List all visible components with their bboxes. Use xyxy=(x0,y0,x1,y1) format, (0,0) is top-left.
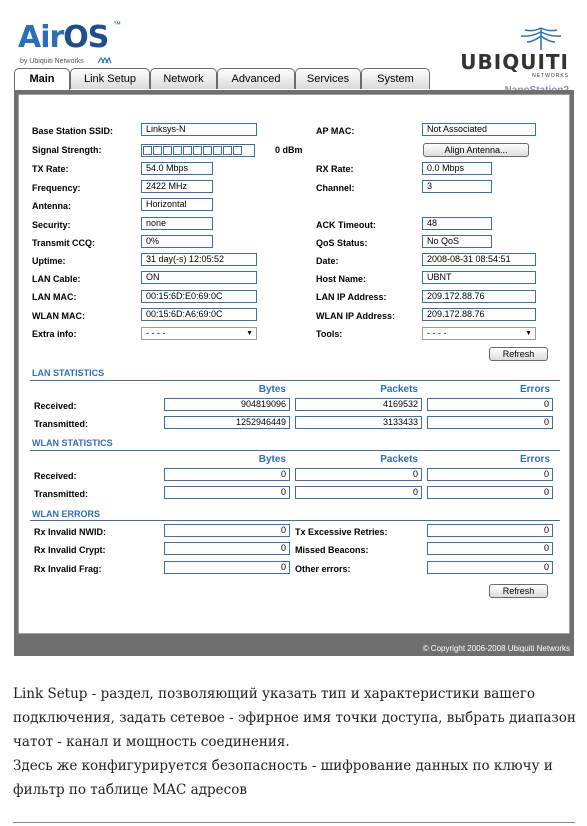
ack-timeout-value: 48 xyxy=(422,217,492,230)
signal-cell xyxy=(173,146,182,155)
signal-cell xyxy=(193,146,202,155)
logo-os-text: OS xyxy=(63,20,109,55)
ubiquiti-networks-text: NETWORKS xyxy=(532,73,569,79)
signal-cell xyxy=(233,146,242,155)
wlan-errors-divider xyxy=(30,520,560,521)
tab-network[interactable]: Network xyxy=(150,68,217,89)
lan-cable-value: ON xyxy=(141,271,257,284)
extra-info-selected: - - - - xyxy=(146,328,166,338)
tab-advanced[interactable]: Advanced xyxy=(217,68,295,89)
uptime-value: 31 day(-s) 12:05:52 xyxy=(141,253,257,266)
chevron-down-icon: ▼ xyxy=(525,330,532,337)
refresh-status-button[interactable]: Refresh xyxy=(489,347,548,361)
lan-packets-header: Packets xyxy=(380,384,418,395)
align-antenna-button[interactable]: Align Antenna... xyxy=(423,143,529,157)
signal-cell xyxy=(223,146,232,155)
qos-status-label: QoS Status: xyxy=(316,238,368,248)
lan-cable-label: LAN Cable: xyxy=(32,274,81,284)
rx-invalid-frag-value: 0 xyxy=(164,561,290,574)
chevron-down-icon: ▼ xyxy=(246,330,253,337)
transmit-ccq-value: 0% xyxy=(141,235,213,248)
signal-wave-icon xyxy=(96,56,112,64)
tab-system[interactable]: System xyxy=(361,68,430,89)
lan-transmitted-errors: 0 xyxy=(427,416,553,429)
tools-selected: - - - - xyxy=(427,328,447,338)
lan-errors-header: Errors xyxy=(519,384,550,395)
missed-beacons-label: Missed Beacons: xyxy=(295,545,369,555)
ap-mac-value: Not Associated xyxy=(422,123,536,136)
uptime-label: Uptime: xyxy=(32,256,66,266)
date-label: Date: xyxy=(316,256,339,266)
rx-invalid-frag-label: Rx Invalid Frag: xyxy=(34,564,102,574)
signal-cell xyxy=(183,146,192,155)
signal-cell xyxy=(143,146,152,155)
tab-main[interactable]: Main xyxy=(14,68,70,91)
wlan-received-bytes: 0 xyxy=(164,468,290,481)
tx-rate-label: TX Rate: xyxy=(32,164,69,174)
tx-rate-value: 54.0 Mbps xyxy=(141,162,213,175)
wlan-ip-label: WLAN IP Address: xyxy=(316,311,396,321)
tools-label: Tools: xyxy=(316,329,343,339)
lan-statistics-divider xyxy=(30,380,560,381)
tools-select[interactable] xyxy=(422,327,536,340)
ack-timeout-label: ACK Timeout: xyxy=(316,220,376,230)
wlan-packets-header: Packets xyxy=(380,454,418,465)
tx-excessive-retries-value: 0 xyxy=(427,524,553,537)
wlan-mac-label: WLAN MAC: xyxy=(32,311,85,321)
frequency-label: Frequency: xyxy=(32,183,81,193)
logo-air-text: Air xyxy=(18,20,64,55)
missed-beacons-value: 0 xyxy=(427,542,553,555)
signal-cell xyxy=(163,146,172,155)
wlan-mac-value: 00:15:6D:A6:69:0C xyxy=(141,308,257,321)
date-value: 2008-08-31 08:54:51 xyxy=(422,253,536,266)
logo-byline: by Ubiquiti Networks xyxy=(20,58,84,65)
qos-status-value: No QoS xyxy=(422,235,492,248)
description-text xyxy=(13,682,579,802)
antenna-value: Horizontal xyxy=(141,198,213,211)
rx-invalid-nwid-value: 0 xyxy=(164,524,290,537)
main-tabs xyxy=(14,68,430,90)
security-value: none xyxy=(141,217,213,230)
wlan-errors-header: Errors xyxy=(519,454,550,465)
ubiquiti-antenna-icon xyxy=(519,22,563,52)
wlan-transmitted-label: Transmitted: xyxy=(34,489,89,499)
lan-received-errors: 0 xyxy=(427,398,553,411)
refresh-stats-button[interactable]: Refresh xyxy=(489,584,548,598)
other-errors-label: Other errors: xyxy=(295,564,351,574)
bottom-divider xyxy=(13,822,575,823)
trademark-mark: ™ xyxy=(113,20,121,29)
base-ssid-label: Base Station SSID: xyxy=(32,126,114,136)
rx-invalid-nwid-label: Rx Invalid NWID: xyxy=(34,527,107,537)
tab-services[interactable]: Services xyxy=(295,68,361,89)
signal-strength-bar xyxy=(141,144,255,157)
wlan-transmitted-bytes: 0 xyxy=(164,486,290,499)
rx-rate-value: 0.0 Mbps xyxy=(422,162,492,175)
wlan-ip-value: 209.172.88.76 xyxy=(422,308,536,321)
copyright-text: © Copyright 2006-2008 Ubiquiti Networks xyxy=(422,644,570,653)
description-paragraph-1: Link Setup - раздел, позволяющий указать тип и характеристики вашего подключения, задать сетевое - эфирное имя точки доступа, выбрать диапазон чатот - канал и мощность соединения. xyxy=(13,686,576,750)
lan-transmitted-label: Transmitted: xyxy=(34,419,89,429)
lan-bytes-header: Bytes xyxy=(258,384,286,395)
airos-logo xyxy=(18,20,108,55)
host-name-value: UBNT xyxy=(422,271,536,284)
lan-ip-label: LAN IP Address: xyxy=(316,292,387,302)
wlan-bytes-header: Bytes xyxy=(258,454,286,465)
signal-strength-label: Signal Strength: xyxy=(32,145,102,155)
signal-cell xyxy=(153,146,162,155)
transmit-ccq-label: Transmit CCQ: xyxy=(32,238,96,248)
lan-received-bytes: 904819096 xyxy=(164,398,290,411)
host-name-label: Host Name: xyxy=(316,274,367,284)
signal-cell xyxy=(203,146,212,155)
description-paragraph-2: Здесь же конфигурируется безопасность - шифрование данных по ключу и фильтр по таблице MAC адресов xyxy=(13,758,553,798)
tab-link-setup[interactable]: Link Setup xyxy=(70,68,150,89)
channel-label: Channel: xyxy=(316,183,355,193)
signal-cell xyxy=(213,146,222,155)
wlan-received-label: Received: xyxy=(34,471,77,481)
ap-mac-label: AP MAC: xyxy=(316,126,355,136)
lan-received-label: Received: xyxy=(34,401,77,411)
rx-rate-label: RX Rate: xyxy=(316,164,354,174)
wlan-received-packets: 0 xyxy=(295,468,422,481)
frequency-value: 2422 MHz xyxy=(141,180,213,193)
antenna-label: Antenna: xyxy=(32,201,71,211)
signal-dbm-value: 0 dBm xyxy=(275,145,303,155)
rx-invalid-crypt-value: 0 xyxy=(164,542,290,555)
other-errors-value: 0 xyxy=(427,561,553,574)
lan-received-packets: 4169532 xyxy=(295,398,422,411)
wlan-errors-title: WLAN ERRORS xyxy=(32,509,100,519)
lan-transmitted-packets: 3133433 xyxy=(295,416,422,429)
wlan-received-errors: 0 xyxy=(427,468,553,481)
wlan-statistics-divider xyxy=(30,450,560,451)
base-ssid-value: Linksys-N xyxy=(141,123,257,136)
wlan-statistics-title: WLAN STATISTICS xyxy=(32,438,113,448)
lan-mac-value: 00:15:6D:E0:69:0C xyxy=(141,290,257,303)
extra-info-label: Extra info: xyxy=(32,329,77,339)
lan-mac-label: LAN MAC: xyxy=(32,292,77,302)
channel-value: 3 xyxy=(422,180,492,193)
tx-excessive-retries-label: Tx Excessive Retries: xyxy=(295,527,388,537)
security-label: Security: xyxy=(32,220,71,230)
wlan-transmitted-packets: 0 xyxy=(295,486,422,499)
lan-statistics-title: LAN STATISTICS xyxy=(32,368,105,378)
rx-invalid-crypt-label: Rx Invalid Crypt: xyxy=(34,545,106,555)
extra-info-select[interactable] xyxy=(141,327,257,340)
lan-transmitted-bytes: 1252946449 xyxy=(164,416,290,429)
lan-ip-value: 209.172.88.76 xyxy=(422,290,536,303)
wlan-transmitted-errors: 0 xyxy=(427,486,553,499)
ubiquiti-logo: UBIQUITI xyxy=(460,50,569,74)
